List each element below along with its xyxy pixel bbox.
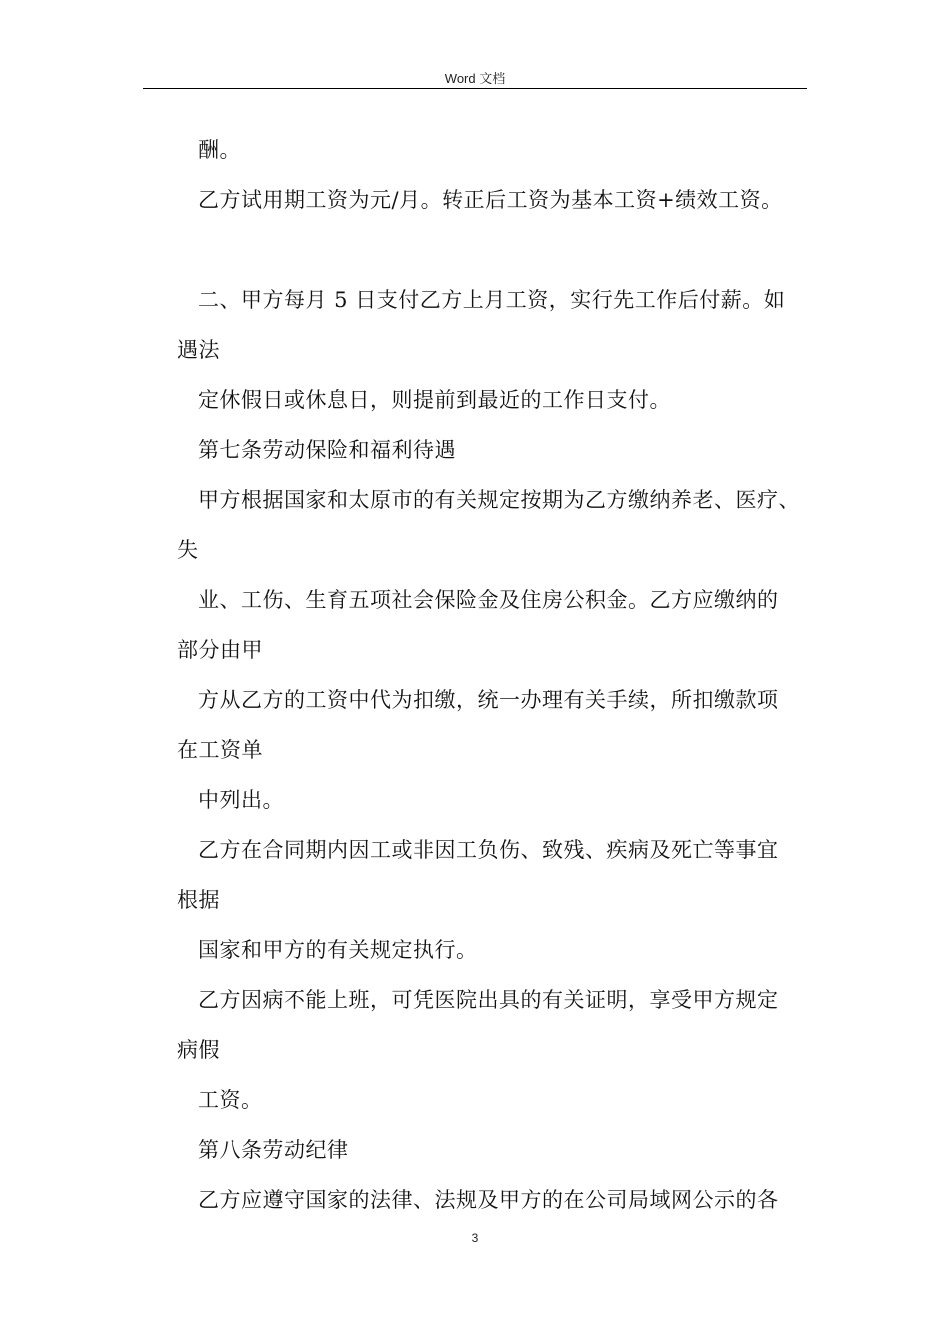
page-header-title: Word 文档 bbox=[444, 71, 506, 86]
text-line: 在工资单 bbox=[177, 738, 263, 762]
text-line: 乙方在合同期内因工或非因工负伤、致残、疾病及死亡等事宜 bbox=[198, 838, 779, 862]
page-number: 3 bbox=[471, 1231, 479, 1245]
text-line: 酬。 bbox=[198, 138, 241, 162]
text-line: 病假 bbox=[177, 1038, 220, 1062]
text-line: 定休假日或休息日，则提前到最近的工作日支付。 bbox=[198, 388, 671, 412]
text-line: 根据 bbox=[177, 888, 220, 912]
text-line: 遇法 bbox=[177, 338, 220, 362]
text-line: 国家和甲方的有关规定执行。 bbox=[198, 938, 478, 962]
text-line: 乙方应遵守国家的法律、法规及甲方的在公司局域网公示的各 bbox=[198, 1188, 779, 1212]
text-line: 二、甲方每月 5 日支付乙方上月工资，实行先工作后付薪。如 bbox=[198, 288, 786, 312]
section-heading: 第八条劳动纪律 bbox=[198, 1138, 349, 1162]
text-line: 部分由甲 bbox=[177, 638, 263, 662]
text-line: 甲方根据国家和太原市的有关规定按期为乙方缴纳养老、医疗、 bbox=[198, 488, 800, 512]
text-line: 乙方因病不能上班，可凭医院出具的有关证明，享受甲方规定 bbox=[198, 988, 779, 1012]
text-line: 方从乙方的工资中代为扣缴，统一办理有关手续，所扣缴款项 bbox=[198, 688, 779, 712]
text-line: 失 bbox=[177, 538, 199, 562]
text-line: 乙方试用期工资为元/月。转正后工资为基本工资+绩效工资。 bbox=[198, 188, 783, 212]
text-line: 业、工伤、生育五项社会保险金及住房公积金。乙方应缴纳的 bbox=[198, 588, 779, 612]
text-line: 工资。 bbox=[198, 1088, 263, 1112]
text-line: 中列出。 bbox=[198, 788, 284, 812]
section-heading: 第七条劳动保险和福利待遇 bbox=[198, 438, 456, 462]
header-divider bbox=[143, 88, 807, 89]
